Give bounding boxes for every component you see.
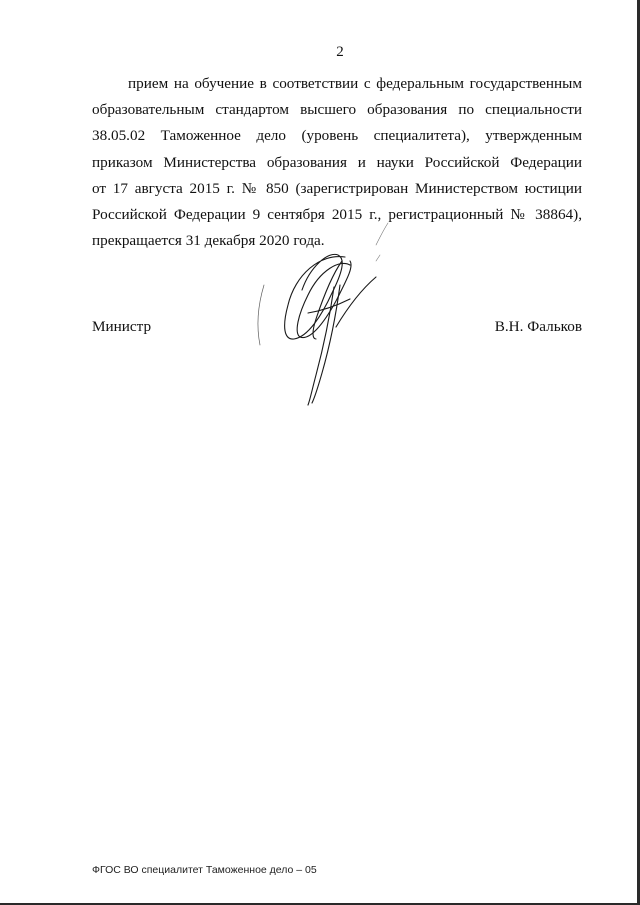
footer-label: ФГОС ВО специалитет Таможенное дело – 05 [92,864,317,876]
handwritten-signature-icon [250,215,400,410]
body-line: образовательным стандартом высшего образования по специальности [92,101,582,119]
body-line: прекращается 31 декабря 2020 года. [92,232,325,250]
body-line: 38.05.02 Таможенное дело (уровень специалитета), утвержденным [92,127,582,145]
body-line: приказом Министерства образования и науки Российской Федерации [92,153,582,171]
page-number: 2 [336,44,344,60]
signer-title: Министр [92,318,152,335]
body-line: Российской Федерации 9 сентября 2015 г., регистрационный № 38864), [92,206,582,224]
body-line: прием на обучение в соответствии с федеральным государственным [128,75,582,92]
body-line: от 17 августа 2015 г. № 850 (зарегистрирован Министерством юстиции [92,179,582,197]
signer-name: В.Н. Фальков [494,318,582,335]
